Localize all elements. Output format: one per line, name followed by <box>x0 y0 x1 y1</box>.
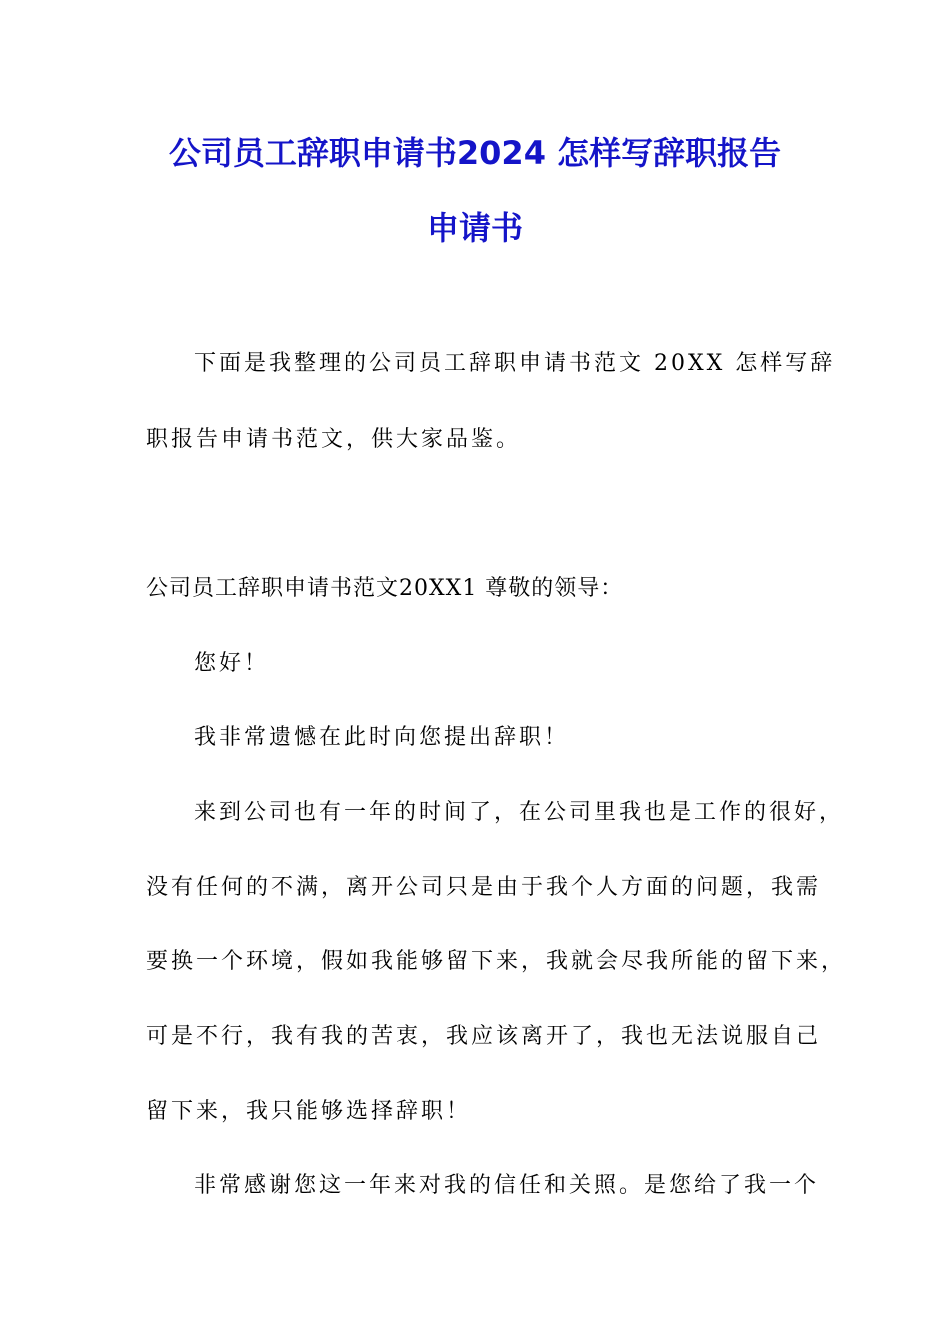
document-title-line-1: 公司员工辞职申请书2024 怎样写辞职报告 <box>168 134 782 172</box>
paragraph-1-line-1: 来到公司也有一年的时间了，在公司里我也是工作的很好， <box>194 800 845 825</box>
paragraph-2-line-1: 非常感谢您这一年来对我的信任和关照。是您给了我一个 <box>194 1173 820 1198</box>
paragraph-1-line-3: 要换一个环境，假如我能够留下来，我就会尽我所能的留下来， <box>146 949 847 974</box>
paragraph-1-line-5: 留下来，我只能够选择辞职！ <box>146 1099 472 1124</box>
regret-line: 我非常遗憾在此时向您提出辞职！ <box>194 725 570 750</box>
paragraph-1-line-2: 没有任何的不满，离开公司只是由于我个人方面的问题，我需 <box>146 875 822 900</box>
document-title-line-2: 申请书 <box>426 209 523 247</box>
intro-line-2: 职报告申请书范文，供大家品鉴。 <box>146 427 522 452</box>
paragraph-1-line-4: 可是不行，我有我的苦衷，我应该离开了，我也无法说服自己 <box>146 1024 822 1049</box>
greeting: 您好！ <box>194 651 270 676</box>
letter-heading: 公司员工辞职申请书范文20XX1 尊敬的领导： <box>146 576 624 601</box>
intro-line-1: 下面是我整理的公司员工辞职申请书范文 20XX 怎样写辞 <box>194 351 836 376</box>
